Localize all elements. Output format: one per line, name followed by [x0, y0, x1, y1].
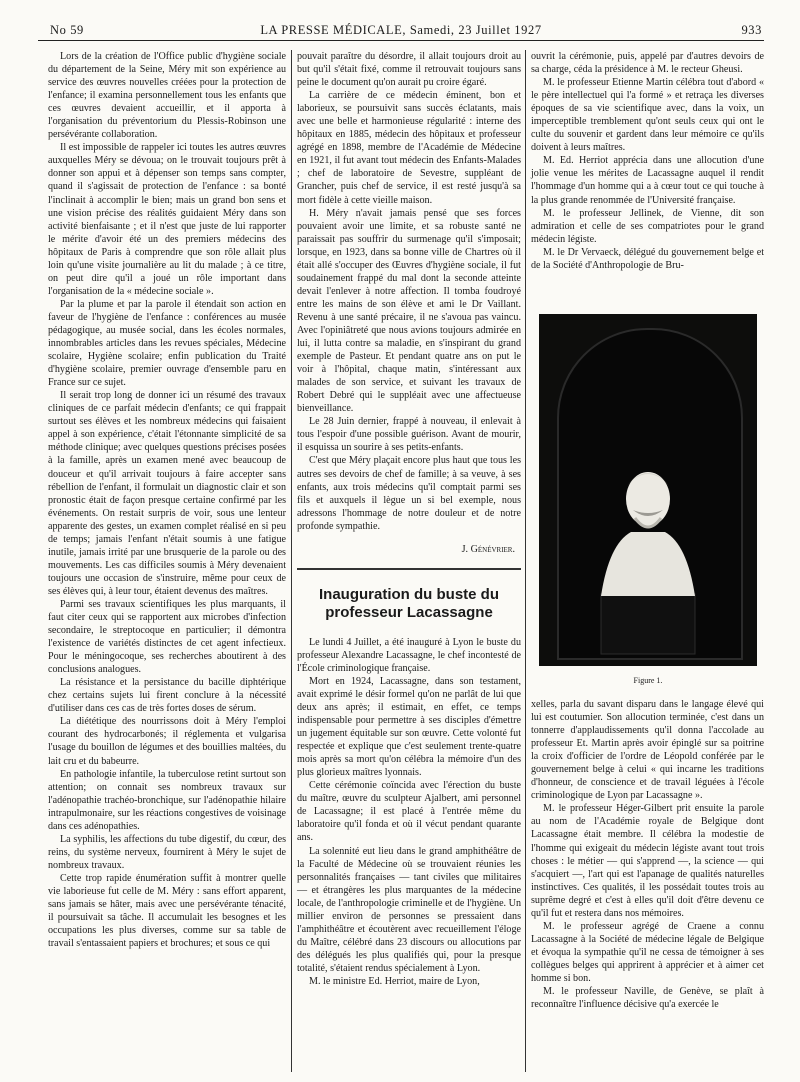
paragraph: M. le professeur Jellinek, de Vienne, dit son admiration et celle de ses compatriotes pour le grand médecin légiste. — [531, 207, 764, 245]
article-separator — [297, 568, 521, 570]
paragraph: xelles, parla du savant disparu dans le langage élevé qui lui est coutumier. Son allocution terminée, c'est dans un tonnerre d'applaudissements qu'il donna l'accolade au professeur Et. Martin après avoir épinglé sur sa poitrine la croix d'officier de l'ordre de Léopold conférée par le gouvernement belge à celui « qui incarne les traditions d'honneur, de conscience et de travail léguées à l'école criminologique de Lyon par Lacassagne ». — [531, 699, 764, 802]
issue-number: No 59 — [50, 23, 84, 37]
paragraph: La carrière de ce médecin éminent, bon et laborieux, se poursuivit sans succès éclatants, mais avec une belle et harmonieuse régularité : interne des hôpitaux en 1885, médecin des hôpitaux et professeur agrégé en 1898, membre de l'Académie de Médecine en 1921, il fut avant tout médecin des Enfants-Malades ; chef de laboratoire de Sevestre, suppléant de Grancher, puis chef de service, il est resté jusqu'à sa mort fidèle à cette vieille maison. — [297, 90, 521, 206]
paragraph: M. le professeur agrégé de Craene a connu Lacassagne à la Société de médecine légale de Belgique et évoqua la sympathie qu'il ne cessa de témoigner à ses collègues belges qui apprirent à apprécier et à aimer cet homme si bon. — [531, 920, 764, 984]
paragraph: Le lundi 4 Juillet, a été inauguré à Lyon le buste du professeur Alexandre Lacassagne, le chef incontesté de l'École criminologique française. — [297, 636, 521, 674]
paragraph: Cette trop rapide énumération suffit à montrer quelle vie laborieuse fut celle de M. Méry : sans effort apparent, sans jamais se hâter, mais avec une persévérante ténacité, il poursuivait sa tâche. Il accumulait les besognes et les occupations les plus diverses, comme sur sa table de travail s'entassaient papiers et brochures; et sous ce qui — [48, 872, 286, 950]
paragraph: La résistance et la persistance du bacille diphtérique chez certains sujets lui firent conclure à la nécessité d'utiliser dans ces cas de très fortes doses de sérum. — [48, 677, 286, 715]
page-header — [38, 20, 764, 41]
page-number: 933 — [741, 23, 762, 37]
paragraph: pouvait paraître du désordre, il allait toujours droit au but qu'il s'était fixé, comme il retrouvait toujours sans peine le document qu'on aurait pu croire égaré. — [297, 51, 521, 89]
paragraph: Il serait trop long de donner ici un résumé des travaux cliniques de ce parfait médecin d'enfants; ce qui frappait surtout ses élèves et les nombreux médecins qui faisaient appel à son expérience, c'était l'étonnante simplicité de sa méthode clinique; avec quelques questions précises posées à la famille, après un examen mené avec beaucoup de douceur et qu'il arrivait toujours à faire accepter sans rébellion de l'enfant, il formulait un diagnostic clair et son pronostic était de façon presque certaine confirmé par les événements. On restait surpris de voir, sous une lenteur apparente des gestes, un examen complet réalisé en si peu de temps; jamais l'enfant n'était soumis à une fatigue inutile, jamais irrité par une brusquerie de la parole ou des mouvements. Les cas difficiles soumis à Méry devenaient toujours une occasion de s'instruire, même pour ceux de ses élèves qui, à leur tour, étaient devenus des maîtres. — [48, 390, 286, 597]
column-1 — [48, 50, 286, 950]
paragraph: C'est que Méry plaçait encore plus haut que tous les autres ses devoirs de chef de famille; à sa veuve, à ses enfants, aux trois médecins qu'il comptait parmi ses fils et auxquels il lègue un si bel exemple, nous adressons l'hommage de notre douleur et de notre profonde sympathie. — [297, 455, 521, 532]
paragraph: M. le professeur Etienne Martin célébra tout d'abord « le père intellectuel qui l'a formé » et retraça les diverses époques de sa vie scientifique avec, dans la voix, un imperceptible tremblement qu'ont seuls ceux qui ont le culte du souvenir et gardent dans leur mémoire ce qu'ils doivent à leurs maîtres. — [531, 77, 764, 154]
paragraph: Cette cérémonie coïncida avec l'érection du buste du maître, œuvre du sculpteur Ajalbert, ami personnel de Lacassagne; il est placé à l'entrée même du laboratoire qu'il fonda et où il vécut pendant quarante ans. — [297, 780, 521, 844]
paragraph: M. Ed. Herriot apprécia dans une allocution d'une jolie venue les mérites de Lacassagne auquel il rendit l'hommage d'un homme qui a à cœur tout ce qui touche à la plus grande renommée de l'Université française. — [531, 155, 764, 206]
column-3 — [531, 50, 764, 272]
column-3-continued — [531, 698, 764, 1011]
paragraph: M. le Dr Vervaeck, délégué du gouvernement belge et de la Société d'Anthropologie de Bru- — [531, 246, 764, 271]
paragraph: Le 28 Juin dernier, frappé à nouveau, il enlevait à tous l'espoir d'une possible guérison. Avant de mourir, il esquissa un sourire à ses petits-enfants. — [297, 416, 521, 454]
paragraph: Il est impossible de rappeler ici toutes les autres œuvres auxquelles Méry se dévoua; on le trouvait toujours prêt à donner son appui et à dépenser son temps sans compter, quand il s'agissait de protection de l'enfance : sa bonté l'inclinait à accomplir le bien; mais un grand bon sens et une vision précise des réalités guidaient Méry dans son activité bienfaisante ; et il n'est que juste de lui rapporter le mérite d'avoir été un des premiers médecins des hôpitaux de Paris à comprendre que son rôle allait plus loin qu'une visite journalière au lit du malade ; à ce titre, on peut dire qu'il a joué un rôle important dans l'organisation de la « médecine sociale ». — [48, 142, 286, 297]
article-title: Inauguration du buste du professeur Lacassagne — [319, 585, 499, 621]
paragraph: M. le professeur Héger-Gilbert prit ensuite la parole au nom de l'Académie royale de Belgique dont Lacassagne était membre. Il célébra la modestie de l'homme qui exigeait du médecin légiste avant tout trois choses : le métier — qui s'apprend —, la science — qui s'acquiert —, l'art qui est l'apanage de qualités naturelles instinctives. Ces qualités, il les possédait toutes trois au suprême degré et c'est à elles qu'il doit d'être devenu ce qu'il fut et restera dans nos mémoires. — [531, 803, 764, 919]
paragraph: M. le ministre Ed. Herriot, maire de Lyon, — [309, 976, 480, 987]
bust-photograph — [539, 314, 757, 666]
column-rule-left — [291, 50, 292, 1072]
column-2 — [297, 50, 521, 988]
bust-illustration — [539, 314, 757, 666]
paragraph: Parmi ses travaux scientifiques les plus marquants, il faut citer ceux qui se rapportent aux microbes d'infection secondaire, le streptocoque en particulier; il démontra l'existence de variétés distinctes de cet agent infectieux. Pour le méningocoque, ses recherches aboutirent à des conclusions analogues. — [48, 598, 286, 676]
author-signature: J. Génévrier. — [461, 543, 515, 555]
paragraph: Lors de la création de l'Office public d'hygiène sociale du département de la Seine, Méry mit son expérience au service des œuvres nouvelles créées pour la protection de l'enfance; il examina personnellement tous les enfants que ces œuvres devaient accueillir, et il apporta à l'organisation du préventorium du Plessis-Robinson une persévérante collaboration. — [48, 51, 286, 141]
paragraph: La solennité eut lieu dans le grand amphithéâtre de la Faculté de Médecine où se trouvaient réunies les personnalités françaises — tant civiles que militaires — et étrangères les plus marquantes de la médecine locale, de l'anthropologie criminelle et de l'hygiène. Un millier environ de personnes se pressaient dans l'amphithéâtre et écoutèrent avec recueillement l'éloge du Maître, célébré dans 23 discours ou allocutions par des délégués les plus qualifiés qui, pour la presque totalité, s'étaient rendus spécialement à Lyon. — [297, 845, 521, 974]
figure-caption: Figure 1. — [633, 676, 663, 685]
paragraph: H. Méry n'avait jamais pensé que ses forces pouvaient avoir une limite, et sa robuste santé ne paraissait pas souffrir du surmenage qu'il s'imposait; lorsque, en 1923, dans sa bonne ville de Chartres où il était allé s'occuper des Œuvres d'hygiène sociale, il fut soudainement frappé du mal dont la seconde atteinte devait l'enlever à notre affection. Il tomba foudroyé entre les mains de son élève et ami le Dr Vaillant. Revenu à une santé précaire, il ne s'avoua pas vaincu. Avec l'opiniâtreté que nous avions toujours admirée en lui, il lutta contre sa maladie, en s'inspirant du grand exemple de Pasteur. Et pendant quatre ans on put le voir à l'hôpital, chaque matin, s'intéressant aux malades de son service, et suivant les travaux de Robert Debré qui le suppléait avec une affectueuse bienveillance. — [297, 207, 521, 415]
paragraph: Par la plume et par la parole il étendait son action en faveur de l'hygiène de l'enfance : conférences au musée pédagogique, au musée social, dans les écoles normales, innombrables articles dans les revues spéciales, Médecine scolaire, Hygiène scolaire; enfin publication du Traité d'hygiène scolaire, premier ouvrage d'ensemble paru en France sur ce sujet. — [48, 298, 286, 389]
column-rule-right — [525, 50, 526, 1072]
paragraph: La diététique des nourrissons doit à Méry l'emploi courant des hydrocarbonés; il réglementa et vulgarisa l'usage du bouillon de légumes et des bouillies maltées, du lait cru et du babeurre. — [48, 716, 286, 767]
paragraph: En pathologie infantile, la tuberculose retint surtout son attention; on connait ses nombreux travaux sur l'adénopathie trachéo-bronchique, sur l'adénopathie hilaire intrapulmonaire, sur les réactions congestives de voisinage dans ces adénopathies. — [48, 768, 286, 832]
journal-title: LA PRESSE MÉDICALE, Samedi, 23 Juillet 1927 — [260, 23, 542, 37]
paragraph: Mort en 1924, Lacassagne, dans son testament, avait exprimé le désir formel qu'on ne parlât de lui que deux ans après; il estimait, en effet, ce temps indispensable pour permettre à ses disciples d'émettre un jugement équitable sur son œuvre. Cette volonté fut respectée et explique que c'est seulement trente-quatre mois après sa mort qu'on célébra la mémoire d'un des plus glorieux maîtres lyonnais. — [297, 675, 521, 779]
paragraph: M. le professeur Naville, de Genève, se plaît à reconnaître l'influence décisive qu'a exercée le — [531, 986, 764, 1011]
paragraph: La syphilis, les affections du tube digestif, du cœur, des reins, du système nerveux, fournirent à Méry le sujet de nombreux travaux. — [48, 833, 286, 871]
paragraph: ouvrit la cérémonie, puis, appelé par d'autres devoirs de sa charge, céda la présidence à M. le recteur Gheusi. — [531, 51, 764, 76]
